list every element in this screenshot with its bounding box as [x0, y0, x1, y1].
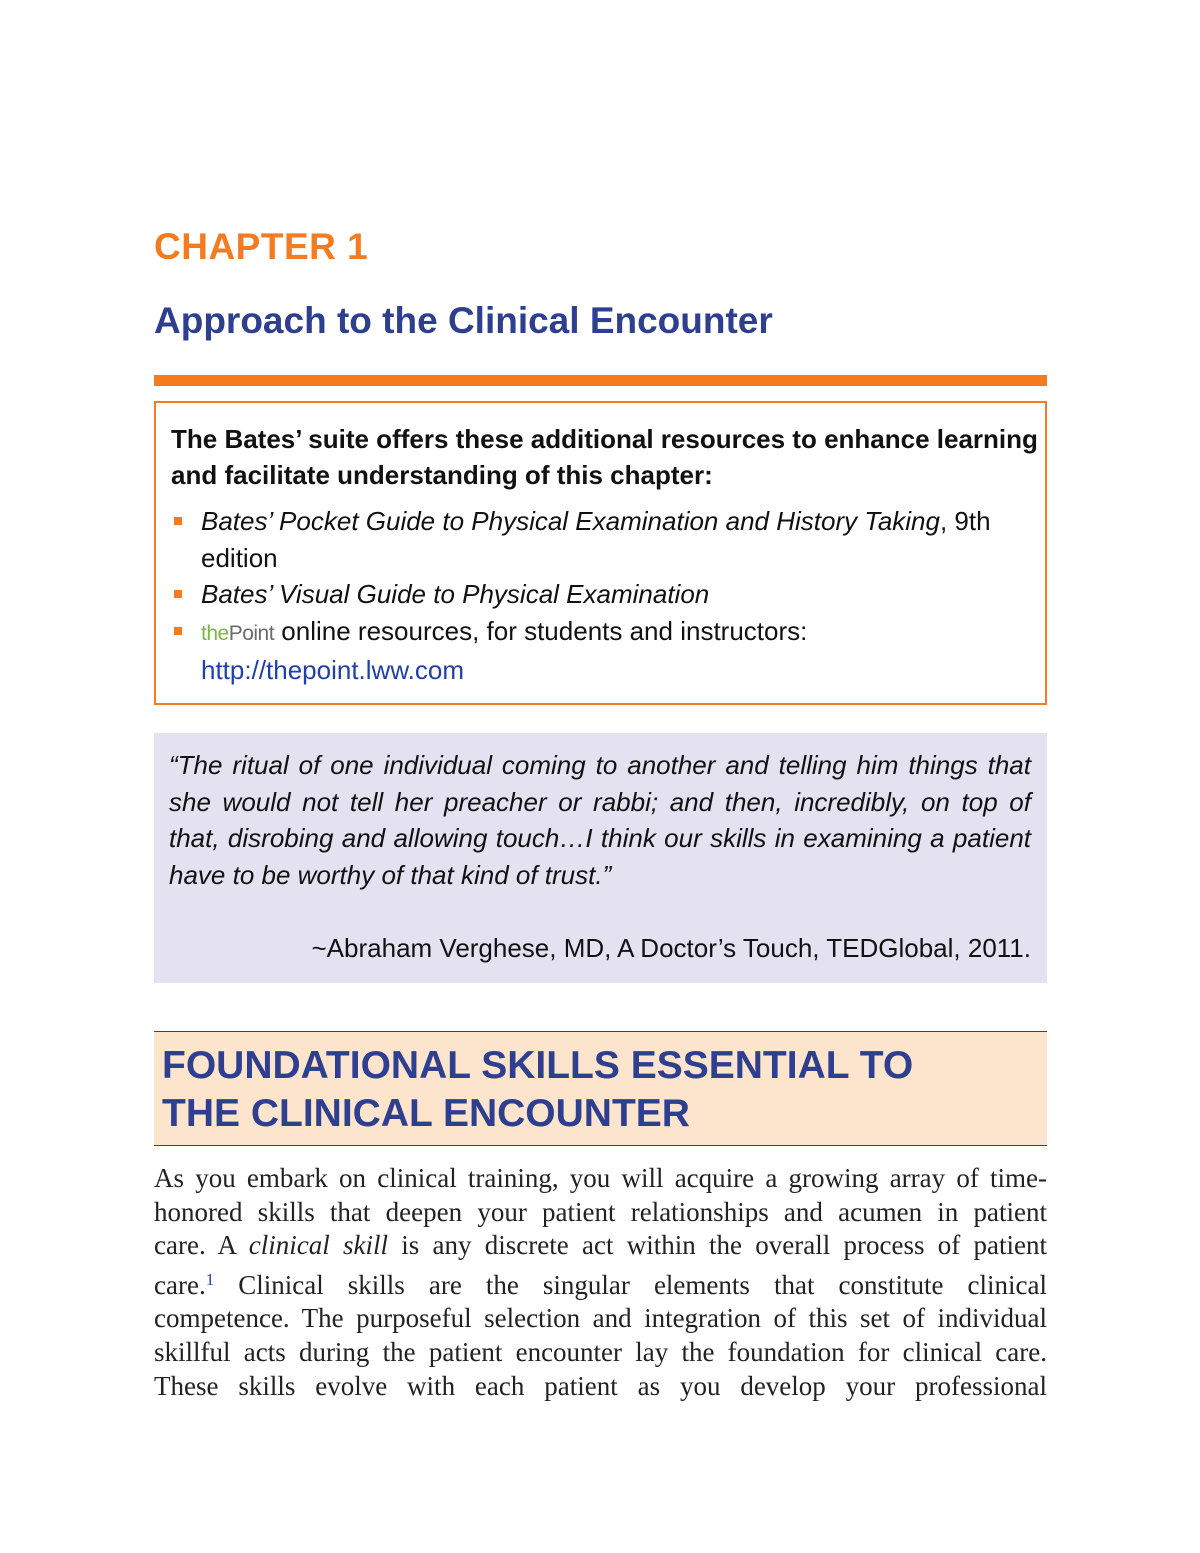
resource-description: online resources, for students and instructors:	[274, 615, 808, 646]
section-heading-band	[154, 1031, 1047, 1146]
body-line: honored skills that deepen your patient relationships and acumen in patient	[154, 1196, 1047, 1227]
body-line: skillful acts during the patient encounter lay the foundation for clinical care.	[154, 1336, 1047, 1367]
bullet-icon	[174, 517, 182, 525]
body-line: These skills evolve with each patient as you develop your professional	[154, 1370, 1047, 1401]
resource-item-thepoint	[171, 613, 1031, 689]
bullet-icon	[174, 590, 182, 598]
resources-box	[154, 401, 1047, 705]
epigraph-quote: “The ritual of one individual coming to another and telling him things that she would not tell her preacher or rabbi; and then, incredibly, on top of that, disrobing and allowing touch…I think our skills in examining a patient have to be worthy of that kind of trust.”	[169, 750, 1031, 890]
resources-heading: The Bates’ suite offers these additional resources to enhance learning and facilitate understanding of this chapter:	[171, 424, 1038, 490]
body-line: As you embark on clinical training, you will acquire a growing array of time-	[154, 1163, 1047, 1193]
resource-item-pocket-guide	[171, 503, 1031, 576]
resource-edition: , 9th edition	[201, 506, 991, 573]
emphasized-term: clinical skill	[248, 1230, 388, 1261]
resource-title: Bates’ Visual Guide to Physical Examination	[201, 579, 710, 609]
thepoint-link[interactable]: http://thepoint.lww.com	[201, 655, 465, 685]
body-line: competence. The purposeful selection and integration of this set of individual	[154, 1303, 1047, 1334]
reference-superscript[interactable]: 1	[205, 1269, 215, 1289]
epigraph-attribution: ~Abraham Verghese, MD, A Doctor’s Touch, TEDGlobal, 2011.	[311, 933, 1031, 963]
section-heading	[162, 1042, 1032, 1138]
section-heading-line: THE CLINICAL ENCOUNTER	[162, 1092, 690, 1135]
body-paragraph	[154, 1162, 1047, 1403]
resources-list	[171, 503, 1031, 689]
chapter-title: Approach to the Clinical Encounter	[154, 300, 773, 341]
epigraph-quote-box	[154, 733, 1047, 983]
body-line: care. A clinical skill is any discrete act within the overall process of patient	[154, 1230, 1047, 1261]
chapter-number: CHAPTER 1	[154, 226, 369, 267]
resource-item-visual-guide	[171, 576, 1031, 613]
bullet-icon	[174, 627, 182, 635]
section-heading-line: FOUNDATIONAL SKILLS ESSENTIAL TO	[162, 1044, 914, 1087]
body-line: care.$^1$ Clinical skills are the singular elements that constitute clinical	[154, 1269, 1047, 1300]
thepoint-logo: thePoint	[201, 621, 275, 645]
chapter-divider-rule	[154, 375, 1047, 386]
resource-title: Bates’ Pocket Guide to Physical Examination and History Taking	[201, 506, 940, 536]
